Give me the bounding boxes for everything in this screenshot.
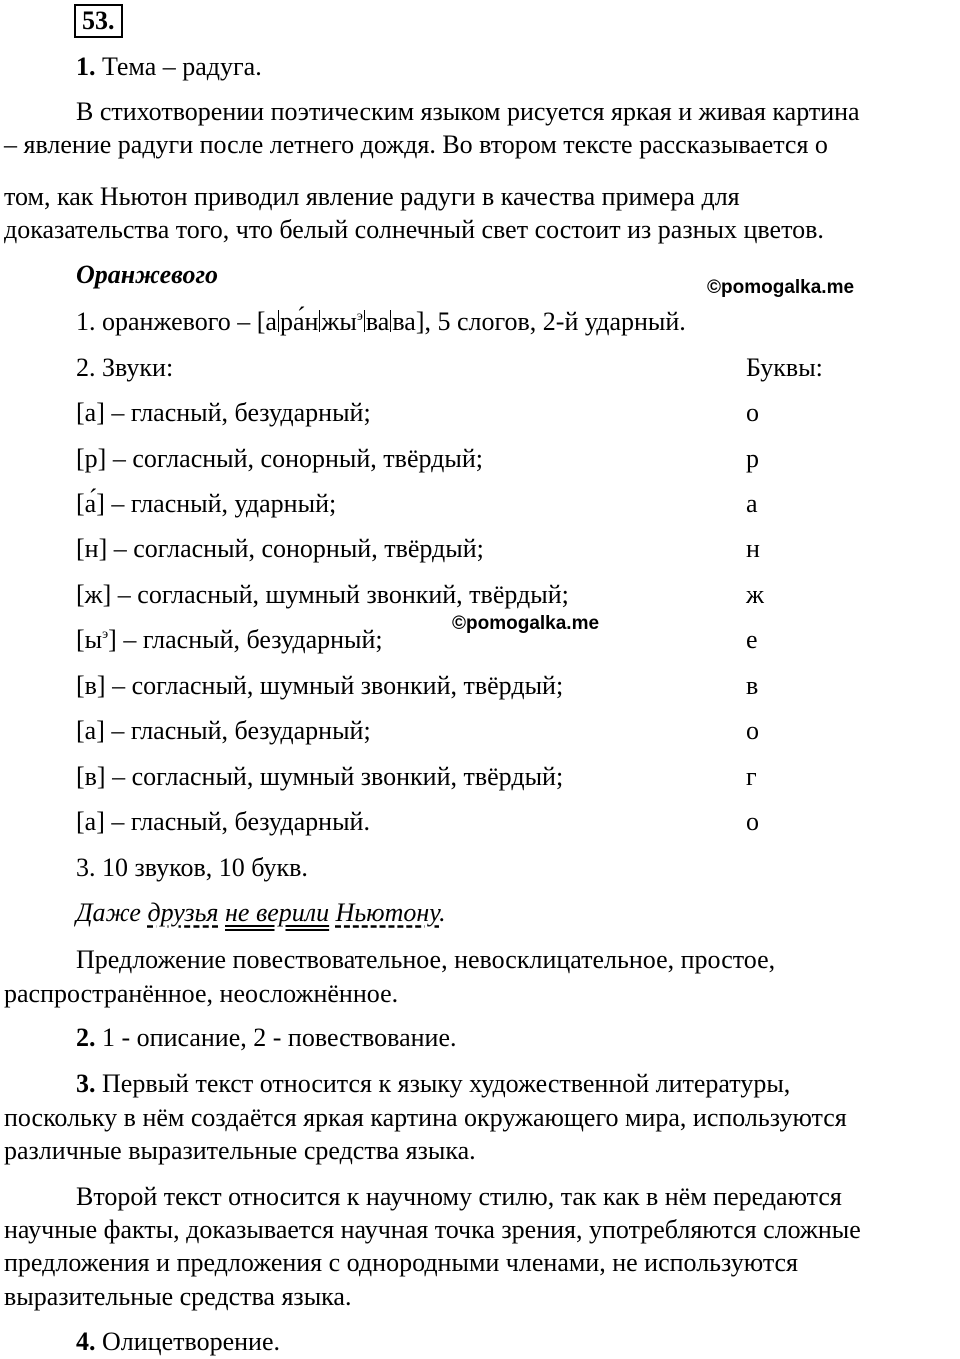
paragraph-line: – явление радуги после летнего дождя. Во втором тексте рассказывается о (4, 130, 828, 159)
sounds-header: 2. Звуки: (76, 353, 174, 382)
sentence-object: Ньютону (335, 898, 440, 927)
paragraph-line: поскольку в нём создаётся яркая картина окружающего мира, используются (4, 1103, 847, 1132)
superscript: э (102, 627, 109, 642)
section-1-topic: Тема – радуга. (95, 52, 262, 81)
sentence-predicate: не верили (225, 898, 330, 927)
section-1-title (76, 50, 262, 84)
paragraph-line: выразительные средства языка. (4, 1282, 352, 1311)
letter-cell: г (746, 762, 757, 791)
superscript: э (356, 309, 363, 324)
letter-cell: ж (746, 580, 764, 609)
letter-cell: а (746, 489, 758, 518)
letters-header: Буквы: (746, 353, 823, 382)
analysis-word: Оранжевого (76, 260, 219, 289)
section-2-number: 2. (76, 1023, 96, 1052)
sound-part: [ы (76, 625, 103, 654)
letter-cell: о (746, 716, 759, 745)
syllable-line (76, 305, 686, 339)
sound-row: [а] – гласный, безударный. (76, 807, 370, 836)
paragraph-line: том, как Ньютон приводил явление радуги в качества примера для (4, 182, 740, 211)
section-4-text: Олицетворение. (95, 1327, 280, 1356)
paragraph-line: Предложение повествовательное, невосклицательное, простое, (76, 945, 776, 974)
syllable-separator (278, 310, 279, 332)
letter-cell: о (746, 807, 759, 836)
sound-row: [а] – гласный, безударный; (76, 398, 371, 427)
syllable-part: жы (321, 307, 357, 336)
syllable-part: ва (365, 307, 390, 336)
sentence-word: Даже (76, 898, 148, 927)
summary-line: 3. 10 звуков, 10 букв. (76, 853, 308, 882)
paragraph-line: распространённое, неосложнённое. (4, 979, 399, 1008)
syllable-part: 1. оранжевого – [а (76, 307, 277, 336)
exercise-number: 53. (74, 4, 123, 38)
sound-row: [в] – согласный, шумный звонкий, твёрдый; (76, 671, 564, 700)
letter-cell: е (746, 625, 758, 654)
letter-cell: н (746, 534, 760, 563)
example-sentence (76, 896, 446, 930)
paragraph-line: В стихотворении поэтическим языком рисуется яркая и живая картина (76, 97, 860, 126)
sound-row: [а] – гласный, безударный; (76, 716, 371, 745)
sentence-period: . (439, 898, 446, 927)
section-1-number: 1. (76, 52, 96, 81)
sound-row (76, 623, 383, 657)
paragraph-line: различные выразительные средства языка. (4, 1136, 476, 1165)
section-4-number: 4. (76, 1327, 96, 1356)
watermark: ©pomogalka.me (707, 277, 855, 298)
section-2 (76, 1021, 456, 1055)
sound-part: ] – гласный, безударный; (108, 625, 383, 654)
section-3-number: 3. (76, 1069, 96, 1098)
section-3-text: Первый текст относится к языку художественной литературы, (95, 1069, 791, 1098)
paragraph-line: предложения и предложения с однородными членами, не используются (4, 1248, 799, 1277)
syllable-part: ва], 5 слогов, 2-й ударный. (392, 307, 686, 336)
letter-cell: р (746, 444, 759, 473)
sound-row: [р] – согласный, сонорный, твёрдый; (76, 444, 483, 473)
watermark: ©pomogalka.me (452, 613, 600, 634)
section-3-first-line (76, 1067, 790, 1101)
syllable-separator (364, 310, 365, 332)
sound-row: [ж] – согласный, шумный звонкий, твёрдый; (76, 580, 569, 609)
syllable-part: ра́н (279, 307, 319, 336)
paragraph-line: Второй текст относится к научному стилю, так как в нём передаются (76, 1182, 842, 1211)
sentence-subject: друзья (147, 898, 219, 927)
paragraph-line: научные факты, доказывается научная точка зрения, употребляются сложные (4, 1215, 861, 1244)
sound-row: [н] – согласный, сонорный, твёрдый; (76, 534, 484, 563)
letter-cell: о (746, 398, 759, 427)
paragraph-line: доказательства того, что белый солнечный свет состоит из разных цветов. (4, 215, 824, 244)
sound-row: [а́] – гласный, ударный; (76, 489, 337, 518)
sound-row: [в] – согласный, шумный звонкий, твёрдый; (76, 762, 564, 791)
letter-cell: в (746, 671, 759, 700)
section-4 (76, 1325, 280, 1359)
section-2-text: 1 - описание, 2 - повествование. (95, 1023, 457, 1052)
